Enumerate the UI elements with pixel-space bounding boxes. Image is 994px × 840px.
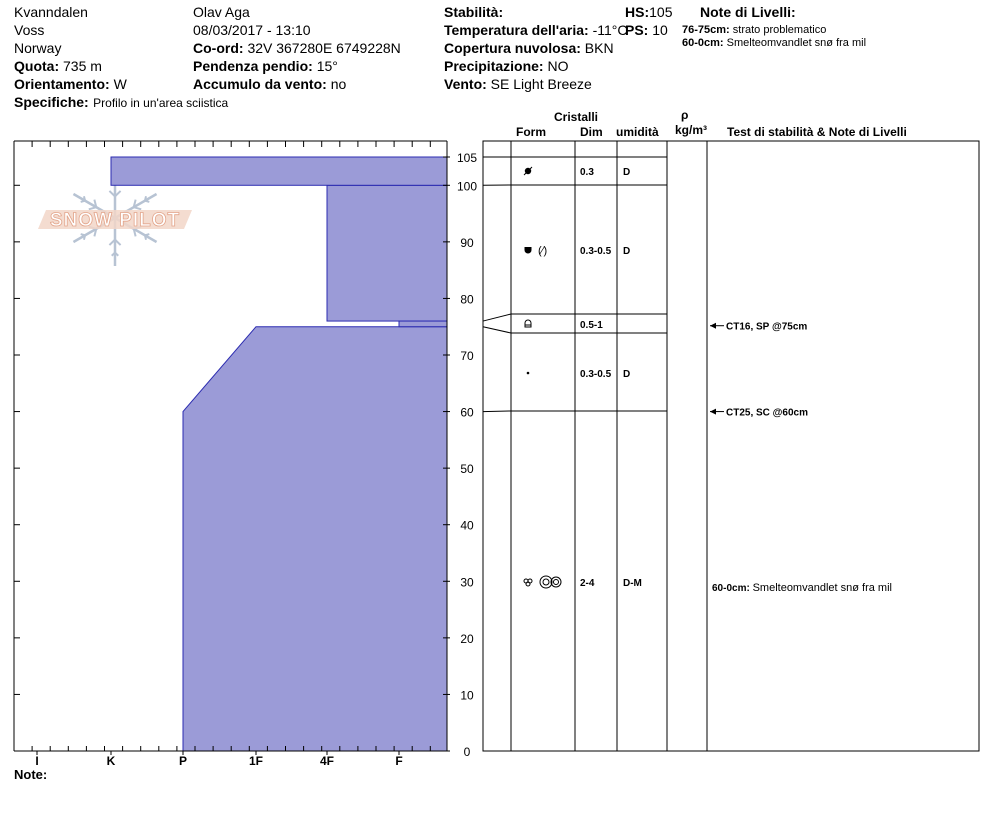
snowflake-branch xyxy=(81,234,85,235)
layer-grain-size: 0.3-0.5 xyxy=(580,246,612,257)
location-name: Kvanndalen xyxy=(14,4,88,20)
precipitation: Precipitazione: NO xyxy=(444,58,569,74)
elevation: Quota: 735 m xyxy=(14,58,102,74)
x-tick-label: I xyxy=(35,754,39,768)
humidity-header: umidità xyxy=(616,125,659,139)
snowflake-branch xyxy=(145,201,149,202)
hardness-layer-top xyxy=(111,157,447,185)
dim-header: Dim xyxy=(580,125,603,139)
x-tick-label: F xyxy=(395,754,403,768)
y-tick-label: 50 xyxy=(460,462,474,477)
layer-grain-size: 0.5-1 xyxy=(580,320,603,331)
layer-table xyxy=(483,141,979,751)
test-arrow-head xyxy=(710,409,716,415)
snowflake-branch xyxy=(89,207,97,209)
specifics: Specifiche: Profilo in un'area sciistica xyxy=(14,94,229,110)
small-rounded-icon xyxy=(527,372,530,375)
y-tick-label: 20 xyxy=(460,631,474,646)
rounded-grain-icon xyxy=(525,247,532,254)
crystal-form-icon xyxy=(524,167,532,175)
hardness-layer-weak xyxy=(399,321,447,327)
crystals-header: Cristalli xyxy=(554,110,599,124)
snowflake-branch xyxy=(134,207,142,209)
layer-note: 76-75cm: strato problematico xyxy=(682,24,827,36)
aspect: Orientamento: W xyxy=(14,76,127,92)
faceted-icon xyxy=(525,320,531,327)
row-connector xyxy=(483,411,511,412)
snow-height: HS:105 xyxy=(625,4,673,20)
layer-humidity: D xyxy=(623,246,631,257)
crystal-form-icon xyxy=(524,576,561,588)
y-tick-label: 40 xyxy=(460,518,474,533)
clustered-icon xyxy=(543,579,549,585)
y-tick-label: 0 xyxy=(463,745,471,759)
wind-loading: Accumulo da vento: no xyxy=(193,76,347,92)
y-tick-label: 10 xyxy=(460,688,474,703)
observer-name: Olav Aga xyxy=(193,4,250,20)
clustered-icon xyxy=(554,580,559,585)
region-name: Voss xyxy=(14,22,45,38)
crystal-form-icon xyxy=(525,245,548,257)
slope-angle: Pendenza pendio: 15° xyxy=(193,58,338,74)
air-temperature: Temperatura dell'aria: -11°C xyxy=(444,22,628,38)
density-symbol: ρ xyxy=(681,108,689,122)
penetration: PS: 10 xyxy=(625,22,668,38)
snowflake-branch xyxy=(81,201,85,202)
test-arrow-head xyxy=(710,323,716,329)
stability-test-label: CT25, SC @60cm xyxy=(726,407,809,419)
density-unit: kg/m³ xyxy=(675,123,708,137)
layer-grain-size: 2-4 xyxy=(580,578,595,589)
decomposed-icon: (⁄) xyxy=(538,245,548,257)
table-border xyxy=(483,141,979,751)
x-tick-label: P xyxy=(178,754,188,768)
snowflake-branch xyxy=(84,196,85,200)
y-tick-label: 90 xyxy=(460,235,474,250)
melt-freeze-icon xyxy=(526,582,530,586)
x-tick-label: 1F xyxy=(248,754,264,768)
form-header: Form xyxy=(516,125,546,139)
hardness-profile xyxy=(111,157,447,751)
hardness-layer-bottom xyxy=(183,327,447,751)
notes-label: Note: xyxy=(14,767,48,782)
y-tick-label: 30 xyxy=(460,575,474,590)
country-name: Norway xyxy=(14,40,62,56)
clustered-icon xyxy=(540,576,552,588)
logo-text: SNOW PILOT xyxy=(49,210,181,231)
layer-humidity: D xyxy=(623,369,631,380)
layer-humidity: D xyxy=(623,167,631,178)
y-tick-label: 100 xyxy=(456,179,478,194)
snowflake-branch xyxy=(145,234,149,235)
wind: Vento: SE Light Breeze xyxy=(444,76,592,92)
observation-datetime: 08/03/2017 - 13:10 xyxy=(193,22,311,38)
y-tick-label: 80 xyxy=(460,292,474,307)
snowflake-branch xyxy=(145,235,146,239)
layer-grain-size: 0.3-0.5 xyxy=(580,369,612,380)
layer-note: 60-0cm: Smelteomvandlet snø fra mil xyxy=(682,37,867,49)
layer-notes-title: Note di Livelli: xyxy=(700,4,796,20)
stability: Stabilità: xyxy=(444,4,504,20)
layer-grain-size: 0.3 xyxy=(580,167,594,178)
y-tick-label: 105 xyxy=(456,151,478,165)
y-tick-label: 60 xyxy=(460,405,474,420)
hardness-layer-middle xyxy=(327,185,447,321)
crystal-form-icon xyxy=(525,320,531,327)
layer-humidity: D-M xyxy=(623,578,642,589)
stability-test-label: CT16, SP @75cm xyxy=(726,321,808,333)
y-tick-label: 70 xyxy=(460,349,474,363)
layer-comment: 60-0cm: Smelteomvandlet snø fra mil xyxy=(712,582,892,594)
crystal-form-icon xyxy=(527,372,530,375)
row-connector xyxy=(483,314,511,321)
cloud-cover: Copertura nuvolosa: BKN xyxy=(444,40,614,56)
row-connector xyxy=(483,327,511,333)
coordinates: Co-ord: 32V 367280E 6749228N xyxy=(193,40,401,56)
stability-tests-header: Test di stabilità & Note di Livelli xyxy=(727,125,907,139)
x-tick-label: 4F xyxy=(319,754,335,768)
x-tick-label: K xyxy=(106,754,116,768)
